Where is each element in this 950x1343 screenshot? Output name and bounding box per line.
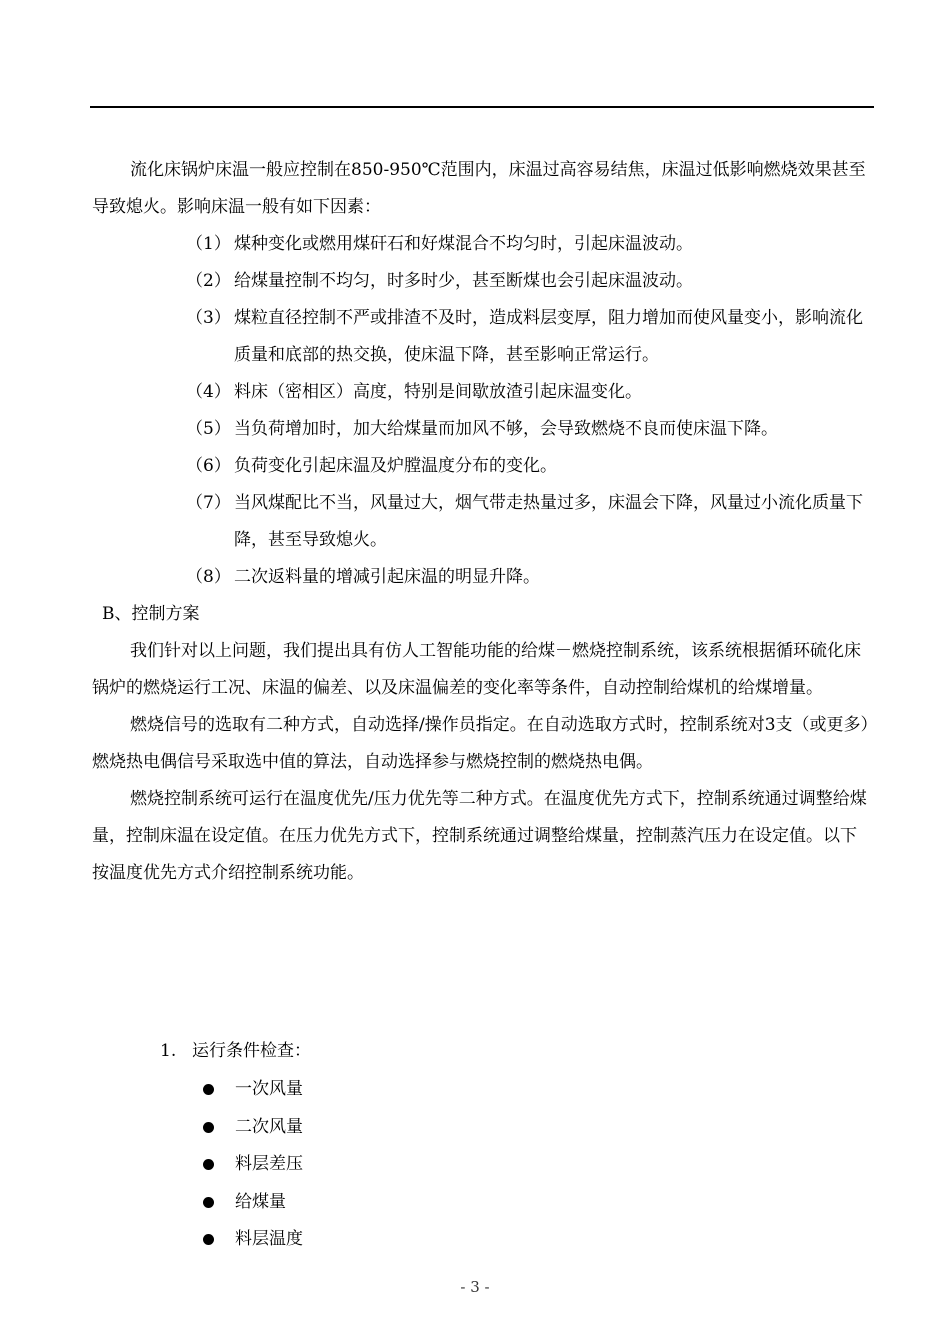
factor-item: [92, 300, 872, 374]
bullet-dot-icon: [203, 1197, 214, 1208]
factor-number: （7）: [186, 493, 231, 513]
factor-text: 给煤量控制不均匀，时多时少，甚至断煤也会引起床温波动。: [234, 271, 693, 291]
factor-text: 煤种变化或燃用煤矸石和好煤混合不均匀时，引起床温波动。: [234, 234, 693, 254]
factor-text: 二次返料量的增减引起床温的明显升降。: [234, 567, 540, 587]
bullet-item: [200, 1184, 303, 1222]
page-number: - 3 -: [460, 1278, 490, 1296]
factor-text: 负荷变化引起床温及炉膛温度分布的变化。: [234, 456, 557, 476]
factor-item: [92, 485, 872, 559]
factor-item: [92, 448, 872, 485]
header-rule: [90, 106, 874, 108]
bullet-text: 二次风量: [235, 1116, 303, 1137]
factor-number: （6）: [186, 456, 231, 476]
factor-number: （1）: [186, 234, 231, 254]
bullet-text: 给煤量: [235, 1191, 286, 1212]
factor-item: [92, 411, 872, 448]
document-body: [92, 152, 872, 892]
factor-item: [92, 559, 872, 596]
factor-text: 煤粒直径控制不严或排渣不及时，造成料层变厚，阻力增加而使风量变小，影响流化质量和底部的热交换，使床温下降，甚至影响正常运行。: [234, 308, 863, 365]
bullet-dot-icon: [203, 1234, 214, 1245]
list-title: 运行条件检查：: [192, 1041, 311, 1061]
factor-number: （8）: [186, 567, 231, 587]
factor-number: （3）: [186, 308, 231, 328]
factor-text: 当风煤配比不当，风量过大，烟气带走热量过多，床温会下降，风量过小流化质量下降，甚至导致熄火。: [234, 493, 863, 550]
bullet-text: 一次风量: [235, 1079, 303, 1099]
bullet-item: [200, 1109, 303, 1147]
factor-item: [92, 374, 872, 411]
intro-paragraph: 流化床锅炉床温一般应控制在850-950℃范围内，床温过高容易结焦，床温过低影响燃烧效果甚至导致熄火。影响床温一般有如下因素：: [92, 160, 866, 217]
factor-number: （4）: [186, 382, 231, 402]
bullet-text: 料层温度: [235, 1229, 303, 1249]
list-number: 1.: [160, 1041, 177, 1061]
bullet-dot-icon: [203, 1159, 214, 1170]
body-paragraph: 燃烧控制系统可运行在温度优先/压力优先等二种方式。在温度优先方式下，控制系统通过调整给煤量，控制床温在设定值。在压力优先方式下，控制系统通过调整给煤量，控制蒸汽压力在设定值。以下按温度优先方式介绍控制系统功能。: [92, 789, 867, 883]
factor-item: [92, 226, 872, 263]
bullet-dot-icon: [203, 1122, 214, 1133]
factor-text: 料床（密相区）高度，特别是间歇放渣引起床温变化。: [234, 382, 642, 402]
factor-number: （2）: [186, 271, 231, 291]
numbered-list-item: [160, 1033, 311, 1070]
bullet-dot-icon: [203, 1084, 214, 1095]
bullet-item: [200, 1146, 303, 1184]
bullet-item: [200, 1221, 303, 1259]
factor-item: [92, 263, 872, 300]
bullet-list: [200, 1071, 303, 1259]
section-heading: B、控制方案: [102, 604, 200, 624]
bullet-item: [200, 1071, 303, 1109]
bullet-text: 料层差压: [235, 1154, 303, 1174]
factor-text: 当负荷增加时，加大给煤量而加风不够，会导致燃烧不良而使床温下降。: [234, 419, 778, 439]
body-paragraph: 我们针对以上问题，我们提出具有仿人工智能功能的给煤－燃烧控制系统，该系统根据循环硫化床锅炉的燃烧运行工况、床温的偏差、以及床温偏差的变化率等条件，自动控制给煤机的给煤增量。: [92, 641, 861, 698]
body-paragraph: 燃烧信号的选取有二种方式，自动选择/操作员指定。在自动选取方式时，控制系统对3支（或更多）燃烧热电偶信号采取选中值的算法，自动选择参与燃烧控制的燃烧热电偶。: [92, 715, 870, 772]
factor-number: （5）: [186, 419, 231, 439]
